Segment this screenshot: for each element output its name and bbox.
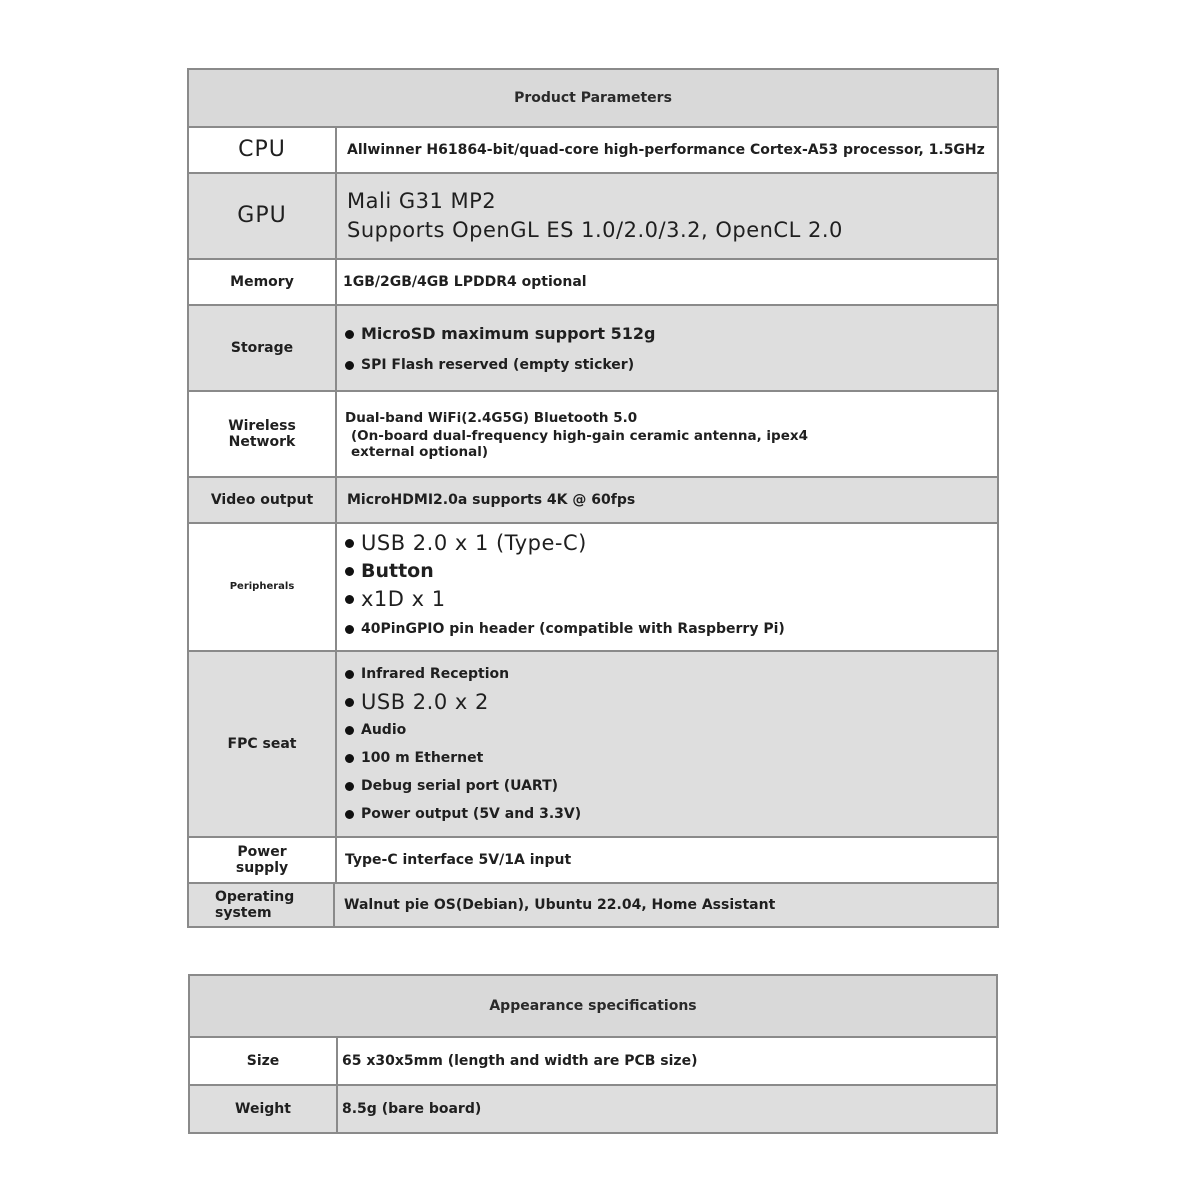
memory-row <box>189 260 997 306</box>
fpc-item-text: Debug serial port (UART) <box>361 778 559 794</box>
gpu-row <box>189 174 997 260</box>
fpc-item <box>345 744 997 772</box>
fpc-item <box>345 800 997 828</box>
operating-system-value-cell <box>335 884 997 926</box>
memory-value-cell <box>337 260 997 304</box>
gpu-model: Mali G31 MP2 <box>347 189 497 213</box>
peripheral-item-text: Button <box>361 560 434 582</box>
wireless-value-line2: (On-board dual-frequency high-gain ceramic antenna, ipex4 <box>351 428 808 444</box>
product-parameters-header <box>189 70 997 128</box>
wireless-label-line1: Wireless <box>228 418 296 434</box>
gpu-label: GPU <box>189 174 337 258</box>
cpu-value: Allwinner H61864-bit/quad-core high-performance Cortex-A53 processor, 1.5GHz <box>347 142 985 158</box>
operating-system-label <box>189 884 335 926</box>
storage-item-text: MicroSD maximum support 512g <box>361 324 656 343</box>
size-value: 65 x30x5mm (length and width are PCB size) <box>342 1053 698 1069</box>
size-value-cell <box>338 1038 996 1084</box>
bullet-icon <box>345 754 354 763</box>
fpc-seat-value-cell <box>337 652 997 836</box>
weight-row <box>190 1086 996 1132</box>
operating-system-label-line2: system <box>215 905 272 921</box>
power-supply-label-line1: Power <box>237 844 287 860</box>
fpc-item-text: Infrared Reception <box>361 666 510 682</box>
operating-system-label-line1: Operating <box>215 889 295 905</box>
wireless-value-line3: external optional) <box>351 444 488 460</box>
weight-label: Weight <box>190 1086 338 1132</box>
appearance-specifications-header <box>190 976 996 1038</box>
peripheral-item-text: x1D x 1 <box>361 587 446 611</box>
cpu-row <box>189 128 997 174</box>
cpu-label: CPU <box>189 128 337 172</box>
fpc-item <box>345 688 997 716</box>
power-supply-label-line2: supply <box>235 860 289 876</box>
fpc-seat-label: FPC seat <box>189 652 337 836</box>
wireless-label-line2: Network <box>228 434 296 450</box>
bullet-icon <box>345 726 354 735</box>
cpu-value-cell <box>337 128 997 172</box>
power-supply-value: Type-C interface 5V/1A input <box>345 852 572 868</box>
peripheral-item-text: USB 2.0 x 1 (Type-C) <box>361 531 587 555</box>
video-output-label: Video output <box>189 478 337 522</box>
fpc-item-text: Power output (5V and 3.3V) <box>361 806 582 822</box>
video-output-value-cell <box>337 478 997 522</box>
bullet-icon <box>345 810 354 819</box>
memory-label: Memory <box>189 260 337 304</box>
peripherals-value-cell <box>337 524 997 650</box>
power-supply-label <box>189 838 337 882</box>
storage-value-cell <box>337 306 997 390</box>
wireless-value-line1: Dual-band WiFi(2.4G5G) Bluetooth 5.0 <box>345 410 638 426</box>
fpc-item-text: Audio <box>361 722 407 738</box>
storage-item <box>345 317 997 351</box>
bullet-icon <box>345 330 354 339</box>
video-output-value: MicroHDMI2.0a supports 4K @ 60fps <box>347 492 636 508</box>
bullet-icon <box>345 670 354 679</box>
fpc-item-text: 100 m Ethernet <box>361 750 484 766</box>
power-supply-value-cell <box>337 838 997 882</box>
wireless-row <box>189 392 997 478</box>
power-supply-row <box>189 838 997 884</box>
storage-item <box>345 351 997 379</box>
memory-value: 1GB/2GB/4GB LPDDR4 optional <box>343 274 587 290</box>
fpc-item-text: USB 2.0 x 2 <box>361 690 489 714</box>
storage-item-text: SPI Flash reserved (empty sticker) <box>361 357 635 373</box>
product-parameters-title: Product Parameters <box>514 90 672 106</box>
storage-label: Storage <box>189 306 337 390</box>
peripheral-item-text: 40PinGPIO pin header (compatible with Raspberry Pi) <box>361 621 785 637</box>
gpu-api-support: Supports OpenGL ES 1.0/2.0/3.2, OpenCL 2.0 <box>347 218 843 242</box>
operating-system-value: Walnut pie OS(Debian), Ubuntu 22.04, Home Assistant <box>344 897 776 913</box>
wireless-value-cell <box>337 392 997 476</box>
peripheral-item <box>345 585 997 613</box>
fpc-item <box>345 660 997 688</box>
bullet-icon <box>345 782 354 791</box>
bullet-icon <box>345 567 354 576</box>
peripheral-item <box>345 557 997 585</box>
appearance-specifications-table <box>188 974 998 1134</box>
fpc-seat-row <box>189 652 997 838</box>
wireless-label <box>189 392 337 476</box>
bullet-icon <box>345 361 354 370</box>
weight-value-cell <box>338 1086 996 1132</box>
storage-row <box>189 306 997 392</box>
peripherals-label: Peripherals <box>189 524 337 650</box>
gpu-value-cell <box>337 174 997 258</box>
bullet-icon <box>345 539 354 548</box>
bullet-icon <box>345 698 354 707</box>
appearance-specifications-title: Appearance specifications <box>489 998 697 1014</box>
video-output-row <box>189 478 997 524</box>
size-row <box>190 1038 996 1086</box>
peripherals-row <box>189 524 997 652</box>
product-parameters-table <box>187 68 999 928</box>
bullet-icon <box>345 625 354 634</box>
weight-value: 8.5g (bare board) <box>342 1101 482 1117</box>
peripheral-item <box>345 613 997 645</box>
bullet-icon <box>345 595 354 604</box>
operating-system-row <box>189 884 997 926</box>
peripheral-item <box>345 529 997 557</box>
fpc-item <box>345 772 997 800</box>
size-label: Size <box>190 1038 338 1084</box>
fpc-item <box>345 716 997 744</box>
